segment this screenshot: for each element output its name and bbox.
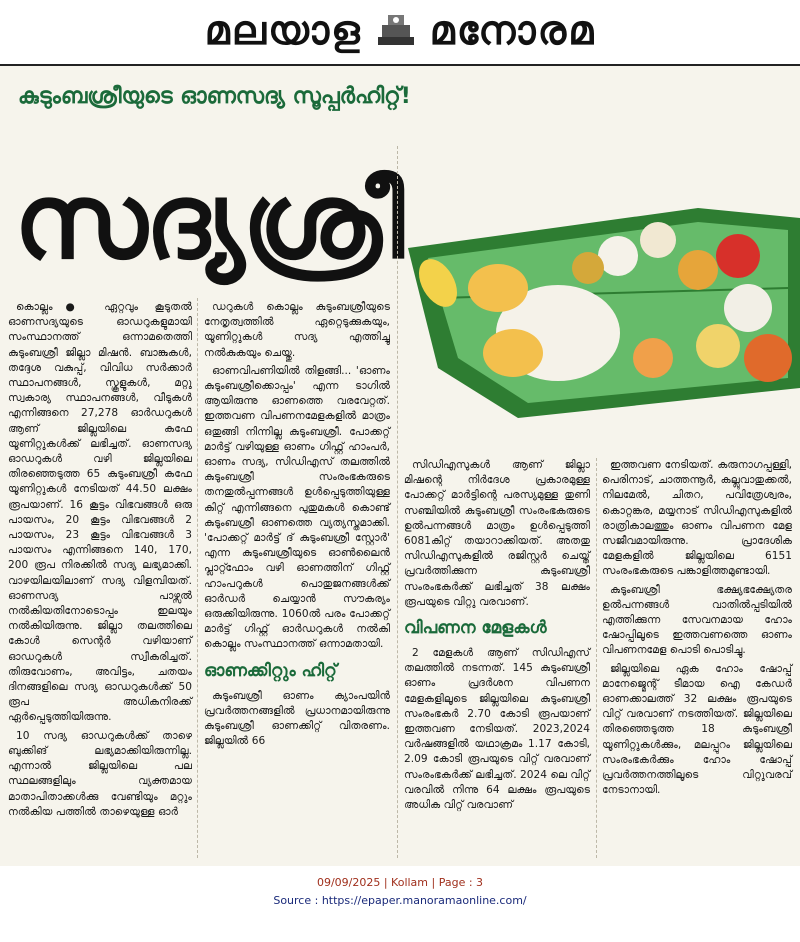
paragraph: സിഡിഎസുകൾ ആണ് ജില്ലാ മിഷന്റെ നിർദേശ പ്രകാരമുള്ള പോക്കറ്റ് മാർട്ടിന്റെ പരസ്യമുള്ള തുണി സഞ്ചിയിൽ കുടുംബശ്രീ സംരംഭകരുടെ ഉൽപന്നങ്ങൾ മാത്രം ഉൾപ്പെടുത്തി 6081കിറ്റ് തയാറാക്കിയത്. അതതു സിഡിഎസുകളിൽ രജിസ്റ്റർ ചെയ്ത് പ്രവർത്തിക്കുന്ന കുടുംബശ്രീ സംരംഭകർക്ക് ലഭിച്ചത് 38 ലക്ഷം രൂപയുടെ വിറ്റു വരവാണ്. (404, 459, 590, 608)
subheading: ഓണക്കിറ്റും ഹിറ്റ് (204, 660, 337, 681)
paragraph: കുടുംബശ്രീ ഓണം ക്യാംപയിൻ പ്രവർത്തനങ്ങളിൽ പ്രധാനമായിരുന്നു കുടുംബശ്രീ ഓണക്കിറ്റ് വിതരണം. ജില്ലയിൽ 66 (204, 689, 390, 748)
article-column-2 (204, 300, 390, 752)
column-divider (397, 146, 398, 858)
paragraph: 2 മേളകൾ ആണ് സിഡിഎസ് തലത്തിൽ നടന്നത്. 145 കുടുംബശ്രീ ഓണം പ്രദർശന വിപണന മേളകളിലൂടെ ജില്ലയിലെ കുടുംബശ്രീ സംരംഭകർ 2.70 കോടി രൂപയാണ് ഇത്തവണ നേടിയത്. 2023,2024 വർഷങ്ങളിൽ യഥാക്രമം 1.17 കോടി, 2.09 കോടി രൂപയുടെ വിറ്റ് വരവാണ് സംരംഭകർക്ക് ലഭിച്ചത്. 2024 ലെ വിറ്റ് വരവിൽ നിന്നു 64 ലക്ഷം രൂപയുടെ അധിക വിറ്റ് വരവാണ് (404, 647, 590, 812)
subheading: വിപണന മേളകൾ (404, 618, 547, 639)
sadya-illustration (398, 148, 800, 428)
paragraph: 10 സദ്യ ഓഡറുകൾക്ക് താഴെ ബുക്കിങ് ലഭ്യമാക്കിയിരുന്നില്ല. എന്നാൽ ജില്ലയിലെ പല സ്ഥലങ്ങളിലും വ്യക്തമായ മാതാപിതാക്കൾക്കു വേണ്ടിയും മറ്റും നൽകിയ പത്തിൽ താഴെയുള്ള ഓർ (8, 729, 192, 818)
column-divider (596, 458, 597, 858)
paragraph: ഓണവിപണിയിൽ തിളങ്ങി... 'ഓണം കുടുംബശ്രീക്കൊപ്പം' എന്ന ടാഗിൽ ആയിരുന്നു ഓണത്തെ വരവേറ്റത്. ഇത്തവണ വിപണനമേളകളിൽ മാത്രം ഒതുങ്ങി നിന്നില്ല കുടുംബശ്രീ. പോക്കറ്റ് മാർട്ട് വഴിയുള്ള ഓണം ഗിഫ്റ്റ് ഹാംപർ, ഓണം സദ്യ, സിഡിഎസ് തലത്തിൽ കുടുംബശ്രീ സംരംഭകരുടെ തനതുൽപ്പന്നങ്ങൾ ഉൾപ്പെടുത്തിയുള്ള കിറ്റ് എന്നിങ്ങനെ പുതുമകൾ കൊണ്ട് കുടുംബശ്രീ ഓണത്തെ വ്യത്യസ്തമാക്കി. 'പോക്കറ്റ് മാർട്ട് ദ് കുടുംബശ്രീ സ്റ്റോർ' എന്ന കുടുംബശ്രീയുടെ ഓൺലൈൻ പ്ലാറ്റ്ഫോം വഴി ഓണത്തിന് ഗിഫ്റ്റ് ഹാംപറുകൾ പൊതുജനങ്ങൾക്ക് ഓർഡർ ചെയ്യാൻ സൗകര്യം ഒരുക്കിയിരുന്നു. 1060ൽ പരം പോക്കറ്റ് മാർട്ട് ഗിഫ്റ്റ് ഓർഡറുകൾ നൽകി കൊല്ലം സംസ്ഥാനത്ത് ഒന്നാമതായി. (204, 364, 390, 651)
column-divider (197, 298, 198, 858)
footer-source[interactable]: Source : https://epaper.manoramaonline.com/ (273, 894, 527, 907)
paragraph: ഡറുകൾ കൊല്ലം കുടുംബശ്രീയുടെ നേതൃത്വത്തിൽ ഏറ്റെടുക്കുകയും, യൂണിറ്റുകൾ സദ്യ എത്തിച്ചു നൽകുകയും ചെയ്തു. (204, 301, 390, 359)
emblem-icon (374, 11, 418, 51)
paragraph: കൊല്ലം● ഏറ്റവും കൂടുതൽ ഓണസദ്യയുടെ ഓഡറുകളുമായി സംസ്ഥാനത്ത് ഒന്നാമതെത്തി കുടുംബശ്രീ ജില്ലാ മിഷൻ. ബാങ്കുകൾ, തദ്ദേശ വകുപ്പ്, വിവിധ സർക്കാർ സ്ഥാപനങ്ങൾ, സ്കൂളുകൾ, മറ്റു സ്വകാര്യ സ്ഥാപനങ്ങൾ, വീടുകൾ എന്നിങ്ങനെ 27,278 ഓർഡറുകൾ ആണ് ജില്ലയിലെ കഫേ യൂണിറ്റുകൾക്ക് ലഭിച്ചത്. ഓണസദ്യ ഓഡറുകൾ വഴി ജില്ലയിലെ തിരഞ്ഞെടുത്ത 65 കുടുംബശ്രീ കഫേ യൂണിറ്റുകൾ നേടിയത് 44.50 ലക്ഷം രൂപയാണ്. 16 കൂട്ടം വിഭവങ്ങൾ ഒരു പായസം, 20 കൂട്ടം വിഭവങ്ങൾ 2 പായസം, 23 കൂട്ടം വിഭവങ്ങൾ 3 പായസം എന്നിങ്ങനെ 140, 170, 200 രൂപ നിരക്കിൽ സദ്യ ലഭ്യമാക്കി. വാഴയിലയിലാണ് സദ്യ വിളമ്പിയത്. ഓണസദ്യ പാഴ്സൽ നൽകിയതിനോടൊപ്പം ഇലയും നൽകിയിരുന്നു. ജില്ലാ തലത്തിലെ കോൾ സെന്റർ വഴിയാണ് ഓഡറുകൾ സ്വീകരിച്ചത്. തിരുവോണം, അവിട്ടം, ചതയം ദിനങ്ങളിലെ സദ്യ ഓഡറുകൾക്ക് 50 രൂപ അധികനിരക്ക് ഏർപ്പെടുത്തിയിരുന്നു. (8, 301, 192, 724)
masthead (0, 0, 800, 66)
paragraph: കുടുംബശ്രീ ഭക്ഷ്യഭക്ഷ്യേതര ഉൽപന്നങ്ങൾ വാതിൽപ്പടിയിൽ എത്തിക്കുന്ന സേവനമായ ഹോം ഷോപ്പിലൂടെ ഇത്തവണത്തെ ഓണം വിപണനമേള പൊടി പൊടിച്ചു. (602, 583, 792, 657)
article-column-3 (404, 458, 590, 816)
masthead-logo (205, 0, 596, 62)
masthead-name-right: മനോരമ (429, 8, 596, 54)
footer-meta: 09/09/2025 | Kollam | Page : 3 (316, 876, 484, 889)
footer (0, 866, 800, 942)
masthead-name-left: മലയാള (204, 8, 362, 54)
paragraph: ജില്ലയിലെ ഏക ഹോം ഷോപ്പ് മാനേജ്മെന്റ് ടീമായ ഐ കേഡർ ഓണക്കാലത്ത് 32 ലക്ഷം രൂപയുടെ വിറ്റ് വരവാണ് നടത്തിയത്. ജില്ലയിലെ തിരഞ്ഞെടുത്ത 18 കുടുംബശ്രീ യൂണിറ്റുകൾക്കും, മലപ്പുറം ജില്ലയിലെ സംരംഭകർക്കും ഹോം ഷോപ്പ് പ്രവർത്തനത്തിലൂടെ വിറ്റുവരവ് നേടാനായി. (602, 662, 792, 797)
article-column-4 (602, 458, 792, 801)
paragraph: ഇത്തവണ നേടിയത്. കരുനാഗപ്പള്ളി, പെരിനാട്, ചാത്തന്നൂർ, കല്ലുവാതുക്കൽ, നിലമേൽ, ചിതറ, പവിത്രേശ്വരം, കൊറ്റങ്കര, മയ്യനാട് സിഡിഎസുകളിൽ രാത്രികാലത്തും ഓണം വിപണന മേള സജീവമായിരുന്നു. പ്രാദേശിക മേളകളിൽ ജില്ലയിലെ 6151 സംരംഭകരുടെ പങ്കാളിത്തമുണ്ടായി. (602, 459, 792, 578)
article-column-1 (8, 300, 192, 823)
article-kicker: കുടുംബശ്രീയുടെ ഓണസദ്യ സൂപ്പർഹിറ്റ്! (18, 84, 411, 109)
article-page (0, 66, 800, 866)
article-headline: സദ്യശ്രീ (14, 160, 403, 282)
